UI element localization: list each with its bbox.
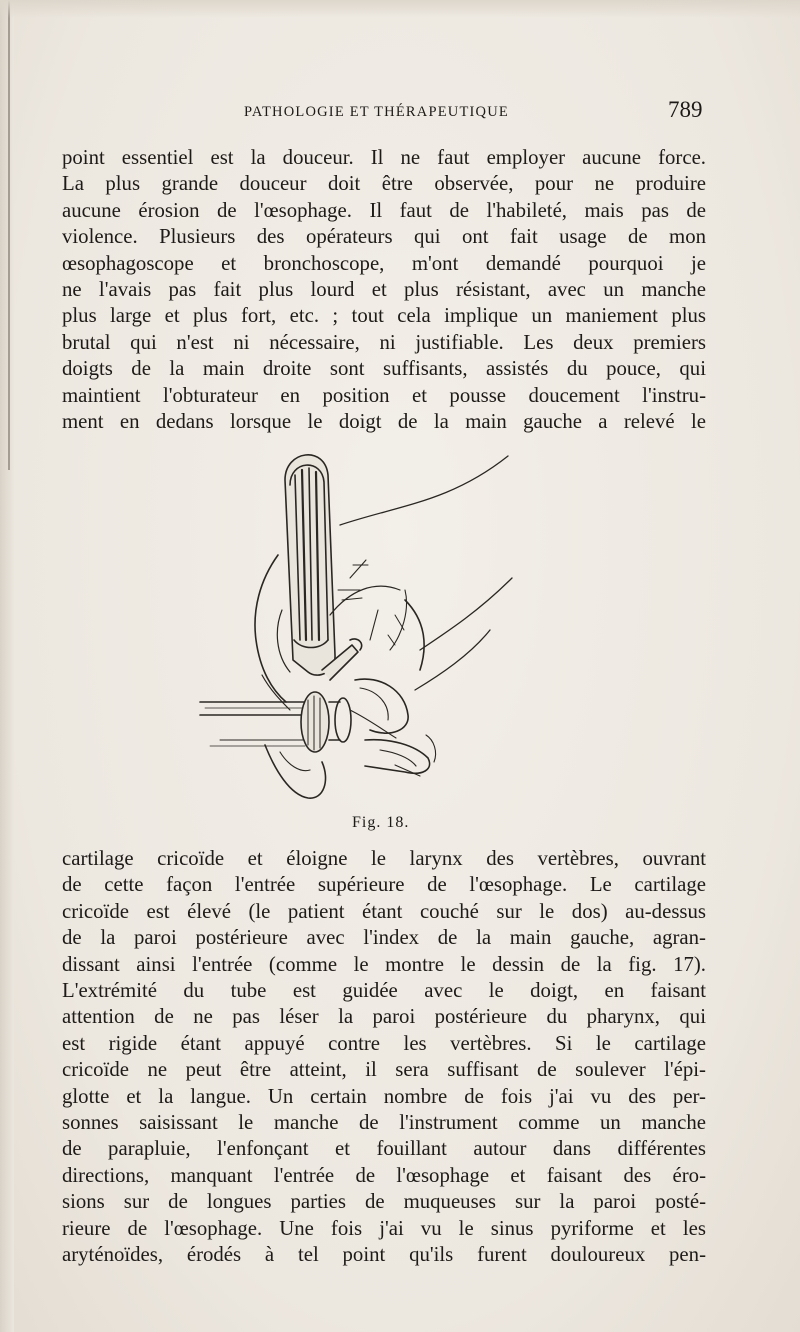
paragraph-1	[62, 145, 706, 435]
text-line: brutal qui n'est ni nécessaire, ni justifiable. Les deux premiers	[62, 330, 706, 354]
paragraph-2	[62, 846, 706, 1269]
page-left-edge	[0, 0, 14, 1332]
text-line: L'extrémité du tube est guidée avec le doigt, en faisant	[62, 979, 706, 1003]
text-line: La plus grande douceur doit être observée, pour ne produire	[62, 172, 706, 196]
text-line: est rigide étant appuyé contre les vertèbres. Si le cartilage	[62, 1031, 706, 1055]
text-line: de la paroi postérieure avec l'index de la main gauche, agran-	[62, 926, 706, 950]
text-line: cricoïde ne peut être atteint, il sera suffisant de soulever l'épi-	[62, 1058, 706, 1082]
text-line: sions sur de longues parties de muqueuses sur la paroi posté-	[62, 1190, 706, 1214]
text-line: glotte et la langue. Un certain nombre de fois j'ai vu des per-	[62, 1084, 706, 1108]
text-line: ne l'avais pas fait plus lourd et plus résistant, avec un manche	[62, 278, 706, 302]
text-line: aryténoïdes, érodés à tel point qu'ils furent douloureux pen-	[62, 1243, 706, 1267]
text-line: sonnes saisissant le manche de l'instrument comme un manche	[62, 1111, 706, 1135]
text-line: cricoïde est élevé (le patient étant couché sur le dos) au-dessus	[62, 899, 706, 923]
text-line: attention de ne pas léser la paroi postérieure du pharynx, qui	[62, 1005, 706, 1029]
figure-caption: Fig. 18.	[352, 814, 410, 831]
running-title: PATHOLOGIE ET THÉRAPEUTIQUE	[244, 104, 509, 120]
text-line: rieure de l'œsophage. Une fois j'ai vu le sinus pyriforme et les	[62, 1216, 706, 1240]
text-line: de parapluie, l'enfonçant et fouillant autour dans différentes	[62, 1137, 706, 1161]
text-line: de cette façon l'entrée supérieure de l'œsophage. Le cartilage	[62, 873, 706, 897]
text-line: point essentiel est la douceur. Il ne faut employer aucune force.	[62, 146, 706, 169]
binding-line	[8, 0, 10, 470]
text-line: directions, manquant l'entrée de l'œsophage et faisant des éro-	[62, 1163, 706, 1187]
text-line: violence. Plusieurs des opérateurs qui ont fait usage de mon	[62, 225, 706, 249]
text-line: maintient l'obturateur en position et pousse doucement l'instru-	[62, 383, 706, 407]
text-line: dissant ainsi l'entrée (comme le montre le dessin de la fig. 17).	[62, 952, 706, 976]
text-line: aucune érosion de l'œsophage. Il faut de l'habileté, mais pas de	[62, 198, 706, 222]
text-line: plus large et plus fort, etc. ; tout cela implique un maniement plus	[62, 304, 706, 328]
figure-hand-oesophagoscope	[190, 440, 580, 810]
text-line: doigts de la main droite sont suffisants, assistés du pouce, qui	[62, 357, 706, 381]
text-line: cartilage cricoïde et éloigne le larynx des vertèbres, ouvrant	[62, 847, 706, 870]
text-line: œsophagoscope et bronchoscope, m'ont demandé pourquoi je	[62, 251, 706, 275]
page-top-shade	[0, 0, 800, 18]
text-line: ment en dedans lorsque le doigt de la main gauche a relevé le	[62, 410, 706, 434]
page-number: 789	[668, 97, 703, 122]
